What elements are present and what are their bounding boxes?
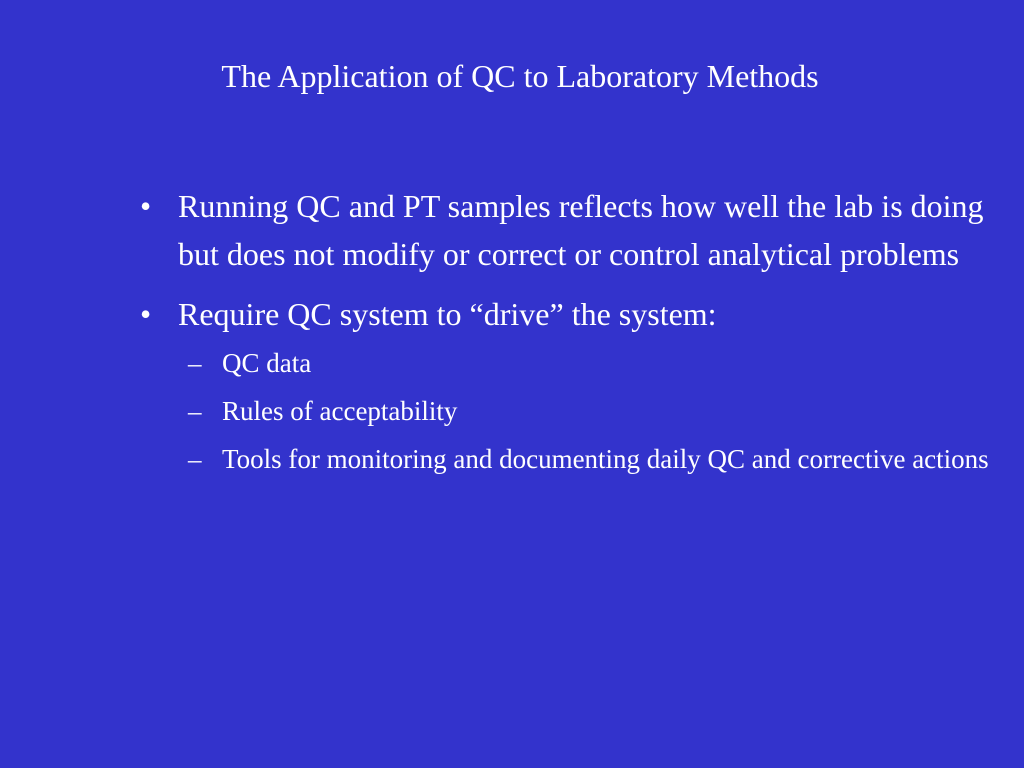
sub-bullet-text: QC data (222, 348, 312, 378)
slide-body (136, 182, 1006, 486)
sub-bullet-marker: – (188, 348, 202, 378)
sub-bullet-text: Tools for monitoring and documenting daily QC and corrective actions (222, 444, 989, 474)
sub-bullet-marker: – (188, 444, 202, 474)
bullet-item (136, 182, 1006, 278)
sub-bullet-item (136, 390, 1006, 432)
bullet-text: Require QC system to “drive” the system: (178, 296, 717, 332)
bullet-item (136, 290, 1006, 338)
sub-bullet-marker: – (188, 396, 202, 426)
sub-bullet-text: Rules of acceptability (222, 396, 458, 426)
bullet-marker: • (140, 296, 152, 332)
bullet-text: Running QC and PT samples reflects how well the lab is doing but does not modify or correct or control analytical problems (178, 188, 984, 272)
sub-bullet-item (136, 438, 1006, 480)
bullet-marker: • (140, 188, 152, 224)
sub-bullet-list (136, 342, 1006, 480)
sub-bullet-item (136, 342, 1006, 384)
slide-title: The Application of QC to Laboratory Methods (221, 58, 819, 94)
